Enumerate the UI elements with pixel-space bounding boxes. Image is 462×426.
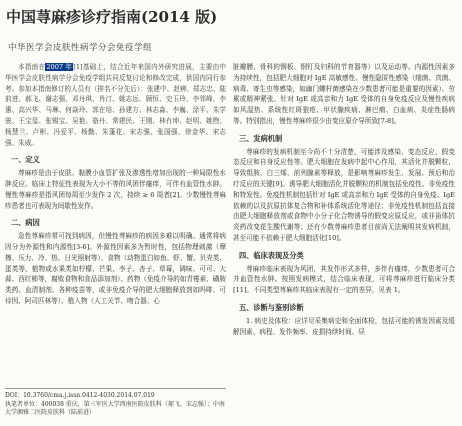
abstract-pre: 本指南在 <box>18 63 46 71</box>
footnote <box>5 388 226 418</box>
section-heading-clinical: 四、临床表现及分类 <box>239 250 304 260</box>
citation-highlight[interactable]: 2007 年 <box>46 63 73 71</box>
section-heading-diagnosis: 五、诊断与鉴别诊断 <box>239 302 304 312</box>
footnote-doi: DOI：10.3760/cma.j.issn.0412-4030.2014.07.019 <box>5 392 155 399</box>
section-heading-pathogenesis: 三、发病机制 <box>239 133 283 143</box>
abstract-paragraph <box>5 62 226 148</box>
right-column <box>233 62 455 337</box>
document-title: 中国荨麻疹诊疗指南(2014 版) <box>6 8 218 26</box>
author-line: 中华医学会皮肤性病学分会免疫学组 <box>8 43 153 53</box>
continued-paragraph: 脏瓣膜、骨科的钢板、钢钉及妇科的节育器等）以及运动等。内源性因素多为持续性，包括肥大细胞对 IgE 高敏感性、慢性隐匿性感染（细菌、真菌、病毒、寄生虫等感染，如幽门螺杆菌感染在少数患者可能是重要的因素）、劳累或精神紧张、针对 IgE 或高亲和力 IgE 受体的自身免疫反应及慢性疾病如风湿热、系统性红斑狼疮、甲状腺疾病、淋巴瘤、白血病、炎症性肠病等。特别指出，慢性荨麻疹很少由变应原介导所致[7-8]。 <box>233 63 455 125</box>
section-text-clinical: 荨麻疹临床表现为风团，其发作形式多样，多伴有瘙痒，少数患者可合并血管性水肿。按照发病模式，结合临床表现，可将荨麻疹进行临床分类[11]。不同类型荨麻疹其临床表现有一定的差异，见表 1。 <box>233 264 455 295</box>
section-text-definition: 荨麻疹是由于皮肤、黏膜小血管扩张及渗透性增加出现的一种局限性水肿反应。临床上特征性表现为大小不等的风团伴瘙痒，可伴有血管性水肿。慢性荨麻疹是指风团每周至少发作 2 次，持续 ≥ 6 周者[2]。少数慢性荨麻疹患者也可表现为间歇性发作。 <box>5 169 226 210</box>
footnote-author-unit: 执笔者单位：400038 重庆，第三军医大学西南医院皮肤科（郝飞、宋志强）；中南大学湘雅二医院皮肤科（陆前进） <box>5 400 225 416</box>
abstract-post: [1]基础上，结合近年来国内外研究进展，主要由中华医学会皮肤性病学分会免疫学组共同反复讨论和修改完成，供国内同行参考。参加本指南修订的人员有（排名不分先后）：张建中、赵辨、郑志忠、陆前进、郝飞、谢志强、邓丹琪、肖汀、姚志远、顾恒、史玉玲、李邻峰、李惠、高兴华、马琳、何焱玲、郭在培、孙建方、林志淼、李巍、涂平、朱学骏、王宝玺、张锡宝、吴艳、骆丹、常建民、王刚、林有坤、赵明、姚煦、杨慧兰、卢彬、冯爱平、杨勤、朱蓬花、宋志强、张国强、徐金华、宋志强、朱威。 <box>5 63 226 147</box>
section-heading-definition: 一、定义 <box>11 155 40 165</box>
section-text-diagnosis: 1. 病史及体检：应详尽采集病史和全面体检，包括可能的诱发因素及缓解因素、病程、发作频率、皮损持续时间、昼 <box>233 316 455 336</box>
section-text-pathogenesis: 荨麻疹的发病机制至今尚不十分清楚，可能涉及感染、变态反应、假变态反应和自身反应性等。肥大细胞在发病中起中心作用，其活化并脱颗粒，导致组胺、白三烯、前列腺素等释放，是影响荨麻疹发生、发展、预后和治疗反应的关键[9]。诱导肥大细胞活化并脱颗粒的机制包括免疫性、非免疫性和特发性。免疫性机制包括针对 IgE 或高亲和力 IgE 受体的自身免疫、IgE 依赖的以及抗原抗体复合物和补体系统活化等途径；非免疫性机制包括直接由肥大细胞释放剂或食物中小分子化合物诱导的假变应原反应，或非甾体抗炎药改变花生酸代谢等；还有少数荨麻疹患者目前尚无法阐明其发病机制，甚至可能不依赖于肥大细胞活化[10]。 <box>233 147 455 242</box>
left-column <box>5 62 226 307</box>
section-text-etiology: 急性荨麻疹常可找到病因，但慢性荨麻疹的病因多难以明确。通常将病因分为外源性和内源性[3-6]。外源性因素多为暂时性，包括物理刺激（摩擦、压力、冷、热、日光照射等）、食物（动物蛋白如鱼、虾、蟹、贝壳类、蛋类等，植物或水果类如柠檬、芒果、李子、杏子、草莓，调味、可可、大蒜、西红柿等，腐败食物和食品添加剂）、药物（免疫介导的如青霉素、磺胺类药、血清制剂、各种疫苗等，或非免疫介导的肥大细胞释放剂如吗啡、可待因、阿司匹林等）、植入物（人工关节、吻合器、心 <box>5 232 226 305</box>
section-heading-etiology: 二、病因 <box>11 218 40 228</box>
